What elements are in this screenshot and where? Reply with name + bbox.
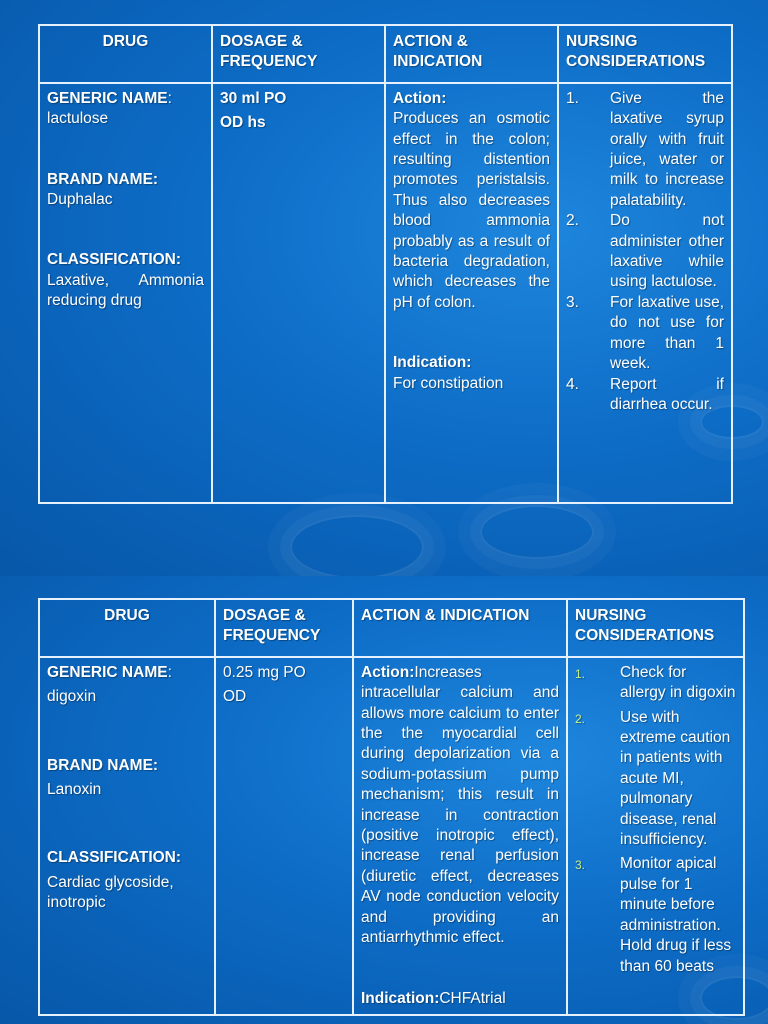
table-header-row: [39, 599, 744, 657]
table-row: [39, 657, 744, 1015]
header-action: ACTION & INDICATION: [353, 599, 567, 657]
list-item: 1. Check for allergy in digoxin: [575, 663, 736, 702]
header-drug: DRUG: [39, 25, 212, 83]
classification-label: CLASSIFICATION:: [47, 251, 182, 269]
list-item: 2. Do not administer other laxative while using lactulose.: [566, 212, 724, 291]
list-item: 4. Report if diarrhea occur.: [566, 375, 724, 413]
action-text: Increases intracellular calcium and allows more calcium to enter the the myocardial cell during depolarization via a sodium-potassium pump mechanism; this result in increase in contraction (positive inotropic effect), increase renal perfusion (diuretic effect, decreases AV node conduction velocity and providing an antiarrhythmic effect.: [361, 663, 559, 947]
classification-value: Laxative, Ammonia reducing drug: [47, 271, 204, 310]
dose-frequency: OD hs: [220, 114, 266, 132]
drug-cell: GENERIC NAME: lactulose BRAND NAME: Duphalac CLASSIFICATION: Laxative, Ammonia reducing drug: [39, 83, 212, 503]
water-ripple-decoration: [290, 515, 424, 576]
table-row: [39, 83, 732, 503]
drug-table-lactulose: [38, 24, 733, 504]
list-item: 2. Use with extreme caution in patients with acute MI, pulmonary disease, renal insufficiency.: [575, 708, 731, 849]
nursing-list: [566, 89, 724, 416]
water-ripple-decoration: [480, 505, 594, 559]
action-label: Action:: [361, 663, 415, 681]
brand-name-value: Duphalac: [47, 191, 113, 209]
generic-name-label: GENERIC NAME: [47, 663, 168, 681]
list-item: 1. Give the laxative syrup orally with fruit juice, water or milk to increase palatability.: [566, 89, 724, 209]
table-header-row: [39, 25, 732, 83]
list-item: 3. Monitor apical pulse for 1 minute before administration. Hold drug if less than 60 beats: [575, 855, 732, 975]
nursing-cell: [567, 657, 744, 1015]
brand-name-label: BRAND NAME:: [47, 756, 159, 774]
drug-table-digoxin: [38, 598, 745, 1016]
header-drug: DRUG: [39, 599, 215, 657]
indication-label: Indication:: [393, 354, 472, 372]
classification-label: CLASSIFICATION:: [47, 849, 182, 867]
header-action: ACTION & INDICATION: [385, 25, 558, 83]
nursing-cell: [558, 83, 732, 503]
drug-cell: GENERIC NAME: digoxin BRAND NAME: Lanoxin CLASSIFICATION: Cardiac glycoside, inotropic: [39, 657, 215, 1015]
list-item: 3. For laxative use, do not use for more than 1 week.: [566, 293, 724, 373]
header-dosage: DOSAGE & FREQUENCY: [215, 599, 353, 657]
generic-name-label: GENERIC NAME: [47, 89, 168, 107]
header-dosage: DOSAGE & FREQUENCY: [212, 25, 385, 83]
action-cell: [385, 83, 558, 503]
header-nursing: NURSING CONSIDERATIONS: [567, 599, 744, 657]
slide-digoxin: [0, 576, 768, 1024]
action-text: Produces an osmotic effect in the colon; resulting distention promotes peristalsis. Thus also decreases blood ammonia probably as a result of bacteria degradation, which decreases the pH of colon.: [393, 110, 550, 311]
action-label: Action:: [393, 89, 447, 107]
generic-name-value: digoxin: [47, 688, 97, 706]
dose-amount: 0.25 mg PO: [223, 663, 306, 681]
action-cell: [353, 657, 567, 1015]
dosage-cell: [212, 83, 385, 503]
indication-label: Indication:: [361, 989, 440, 1007]
dosage-cell: [215, 657, 353, 1015]
indication-text: CHFAtrial: [439, 989, 506, 1007]
nursing-list: [575, 663, 736, 977]
brand-name-value: Lanoxin: [47, 781, 102, 799]
classification-value: Cardiac glycoside, inotropic: [47, 873, 174, 912]
dose-frequency: OD: [223, 688, 247, 706]
dose-amount: 30 ml PO: [220, 89, 287, 107]
header-nursing: NURSING CONSIDERATIONS: [558, 25, 732, 83]
brand-name-label: BRAND NAME:: [47, 170, 159, 188]
indication-text: For constipation: [393, 374, 504, 392]
generic-name-value: lactulose: [47, 110, 109, 128]
